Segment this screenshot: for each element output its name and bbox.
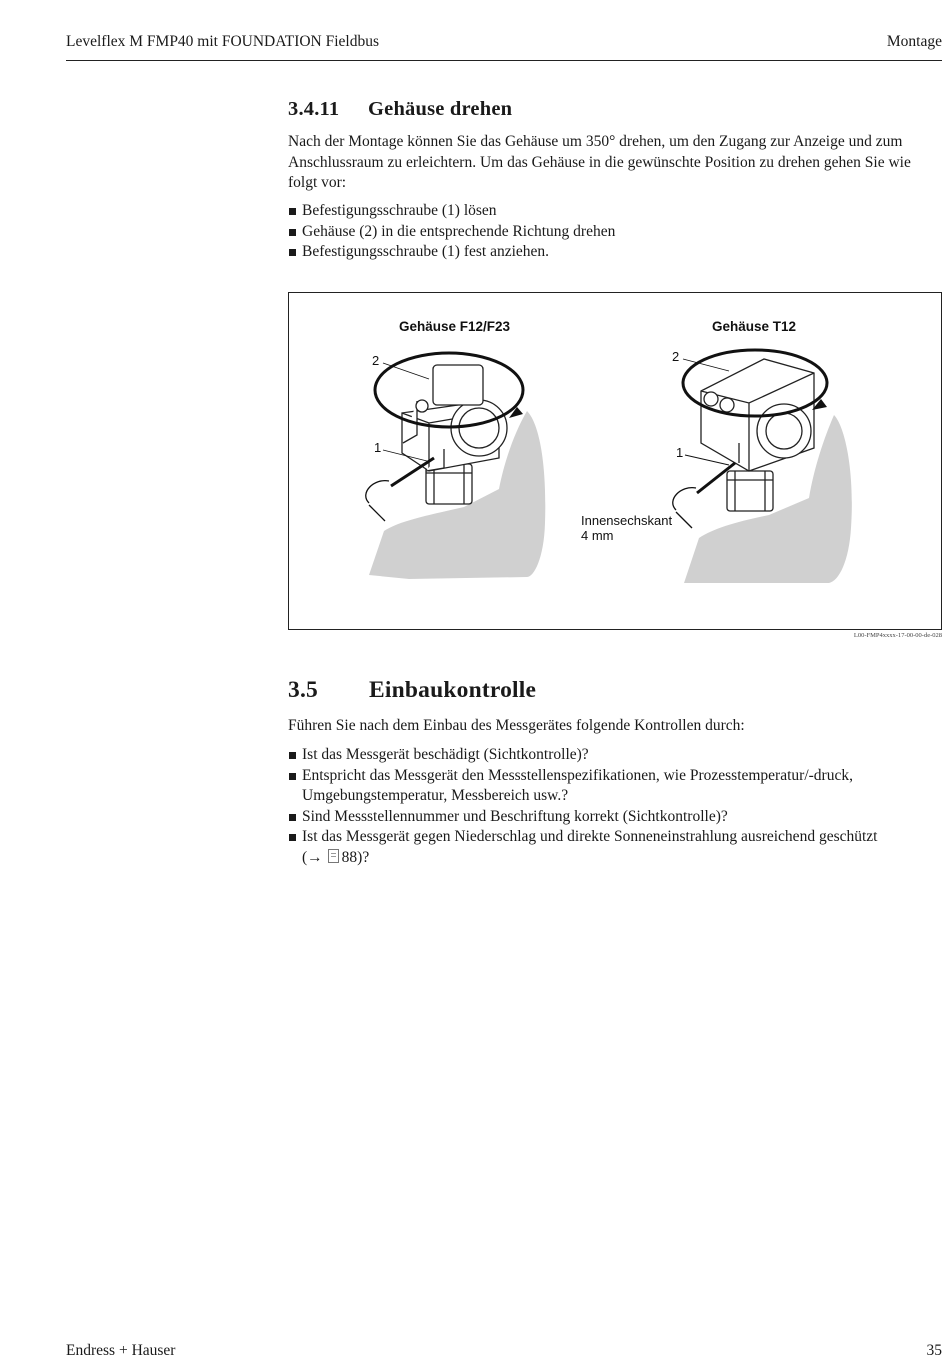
section-number: 3.5 xyxy=(288,677,318,703)
section-title: Einbaukontrolle xyxy=(369,677,537,703)
running-header-title: Levelflex M FMP40 mit FOUNDATION Fieldbus xyxy=(66,33,380,50)
footer-company: Endress + Hauser xyxy=(66,1342,176,1359)
section-number: 3.4.11 xyxy=(288,98,340,120)
callout-2-left: 2 xyxy=(372,353,380,368)
running-header-section: Montage xyxy=(886,33,942,50)
hex-key-note-line2: 4 mm xyxy=(581,528,614,543)
section-intro-paragraph: Führen Sie nach dem Einbau des Messgerätes folgende Kontrollen durch: xyxy=(288,717,745,734)
list-item: Ist das Messgerät beschädigt (Sichtkontrolle)? xyxy=(288,745,942,766)
list-item: Gehäuse (2) in die entsprechende Richtung drehen xyxy=(288,222,942,243)
bullet-square-icon xyxy=(289,773,296,780)
list-item: Ist das Messgerät gegen Niederschlag und direkte Sonneneinstrahlung ausreichend geschützt (→ 88)? xyxy=(288,827,942,868)
bullet-square-icon xyxy=(289,834,296,841)
list-item: Befestigungsschraube (1) fest anziehen. xyxy=(288,242,942,263)
section-intro-paragraph: Nach der Montage können Sie das Gehäuse um 350° drehen, um den Zugang zur Anzeige und zum Anschlussraum zu erleichtern. Um das Gehäuse in die gewünschte Position zu drehen gehen Sie wie folgt vor: xyxy=(288,133,911,191)
list-item: Befestigungsschraube (1) lösen xyxy=(288,201,942,222)
section-title: Gehäuse drehen xyxy=(368,98,513,120)
callout-2-right: 2 xyxy=(672,349,680,364)
checks-list xyxy=(288,745,942,868)
page-reference-number: 88)? xyxy=(341,848,370,866)
figure-title-left: Gehäuse F12/F23 xyxy=(399,319,511,334)
hex-key-note-line1: Innensechskant xyxy=(581,513,673,528)
housing-rotation-figure xyxy=(288,292,942,630)
callout-1-right: 1 xyxy=(676,445,684,460)
section-heading-3-5 xyxy=(288,677,942,704)
housing-illustration xyxy=(289,293,942,630)
steps-list xyxy=(288,201,942,263)
page-reference-icon xyxy=(328,849,339,863)
list-item: Sind Messstellennummer und Beschriftung korrekt (Sichtkontrolle)? xyxy=(288,807,942,828)
section-heading-3-4-11 xyxy=(288,98,942,121)
bullet-square-icon xyxy=(289,752,296,759)
figure-title-right: Gehäuse T12 xyxy=(712,319,797,334)
bullet-square-icon xyxy=(289,249,296,256)
list-item: Entspricht das Messgerät den Messstellenspezifikationen, wie Prozesstemperatur/-druck, Umgebungstemperatur, Messbereich usw.? xyxy=(288,766,942,807)
bullet-square-icon xyxy=(289,814,296,821)
page-number: 35 xyxy=(926,1342,942,1359)
bullet-square-icon xyxy=(289,229,296,236)
callout-1-left: 1 xyxy=(374,440,382,455)
header-rule xyxy=(66,60,942,61)
page-reference-arrow: (→ xyxy=(302,848,323,866)
bullet-square-icon xyxy=(289,208,296,215)
figure-code: L00-FMP4xxxx-17-00-00-de-028 xyxy=(853,632,942,639)
